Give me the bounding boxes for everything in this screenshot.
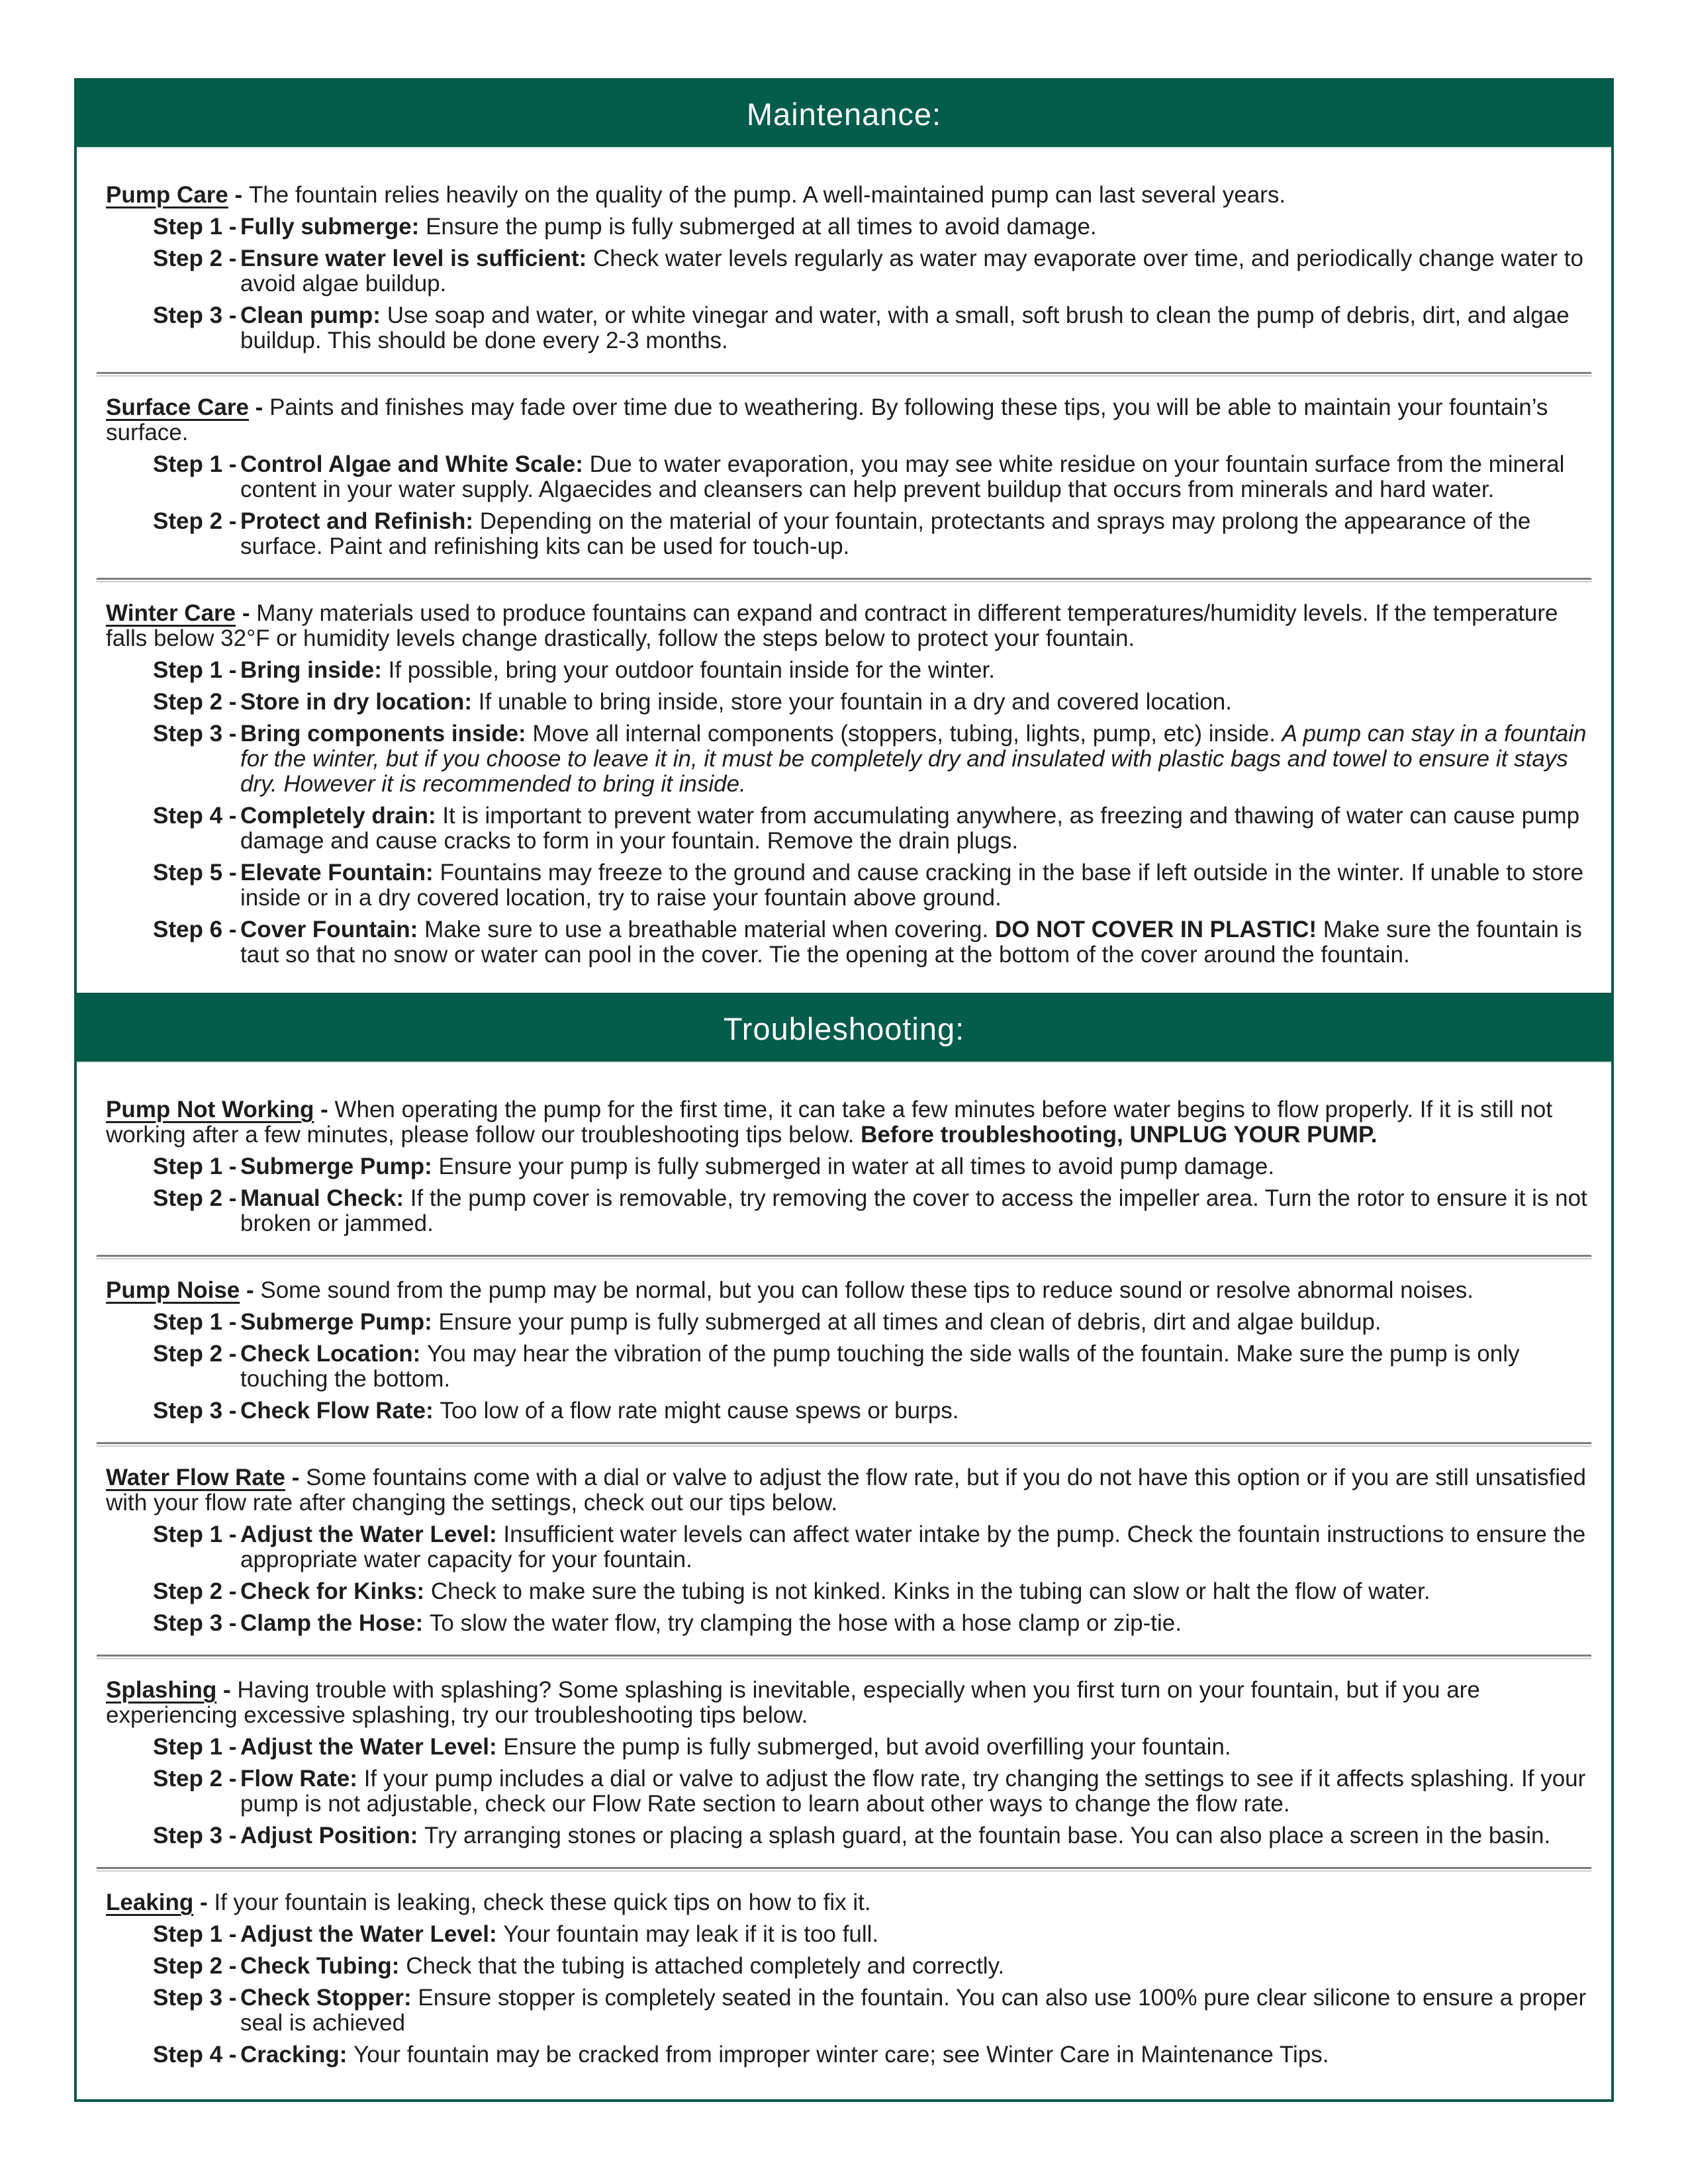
text-run: If unable to bring inside, store your fountain in a dry and covered location. [478, 689, 1232, 715]
section-intro [97, 1278, 1591, 1303]
step-number: Step 2 - [153, 1578, 237, 1604]
step-row [97, 1922, 1591, 1947]
section-pump-care [97, 183, 1591, 353]
step-row [97, 860, 1591, 911]
section-intro [97, 1465, 1591, 1516]
step-number: Step 2 - [153, 689, 237, 715]
step-label: Completely drain: [240, 803, 443, 829]
troubleshooting-title: Troubleshooting: [723, 1011, 965, 1046]
step-row [97, 452, 1591, 502]
section-heading: Surface Care [106, 394, 249, 420]
text-run: The fountain relies heavily on the quality of the pump. A well-maintained pump can last several years. [248, 182, 1286, 208]
step-label: Adjust the Water Level: [240, 1734, 504, 1760]
text-run: Your fountain may be cracked from improper winter care; see Winter Care in Maintenance Tips. [353, 2042, 1329, 2068]
step-text [240, 1342, 1591, 1392]
step-number: Step 3 - [153, 1610, 237, 1636]
step-row [97, 509, 1591, 559]
section-intro [97, 1678, 1591, 1728]
step-text [240, 1766, 1591, 1817]
section-winter-care [97, 601, 1591, 968]
section-heading: Pump Not Working [106, 1097, 314, 1122]
step-text [240, 1186, 1591, 1236]
step-row [97, 1154, 1591, 1179]
text-run: A pump can stay in a fountain for the winter, but if you choose to leave it in, it must be completely dry and insulated with plastic bags and towel to ensure it stays dry. However it is recommended to bring it inside. [240, 721, 1587, 797]
step-row [97, 2042, 1591, 2068]
step-label: Cover Fountain: [240, 917, 425, 942]
step-row [97, 1342, 1591, 1392]
step-label: Control Algae and White Scale: [240, 451, 590, 477]
text-run: Many materials used to produce fountains can expand and contract in different temperatures/humidity levels. If the temperature falls below 32°F or humidity levels change drastically, follow the steps below to protect your fountain. [106, 600, 1558, 651]
text-run: Ensure the pump is fully submerged, but avoid overfilling your fountain. [503, 1734, 1231, 1760]
step-number: Step 3 - [153, 1398, 237, 1424]
step-number: Step 1 - [153, 451, 237, 477]
section-intro [97, 183, 1591, 208]
text-run: Check water levels regularly as water may evaporate over time, and periodically change water to avoid algae buildup. [240, 246, 1583, 296]
heading-dash: - [248, 394, 270, 420]
section-leaking [97, 1890, 1591, 2068]
step-row [97, 803, 1591, 854]
heading-dash: - [314, 1097, 335, 1122]
section-splashing [97, 1678, 1591, 1848]
step-text [240, 1611, 1591, 1636]
section-water-flow-rate [97, 1465, 1591, 1636]
text-run: You may hear the vibration of the pump touching the side walls of the fountain. Make sure the pump is only touching the bottom. [240, 1341, 1520, 1392]
step-row [97, 1735, 1591, 1760]
step-row [97, 1985, 1591, 2036]
step-text [240, 1398, 1591, 1424]
text-run: If your pump includes a dial or valve to adjust the flow rate, try changing the settings to see if it affects splashing. If your pump is not adjustable, check our Flow Rate section to learn about other ways to change the flow rate. [240, 1766, 1586, 1817]
section-separator [97, 1655, 1591, 1659]
heading-dash: - [236, 600, 257, 626]
text-run: DO NOT COVER IN PLASTIC! [994, 917, 1317, 942]
step-row [97, 1823, 1591, 1848]
step-label: Clamp the Hose: [240, 1610, 430, 1636]
text-run: Too low of a flow rate might cause spews or burps. [440, 1398, 959, 1424]
text-run: Ensure stopper is completely seated in the fountain. You can also use 100% pure clear silicone to ensure a proper seal is achieved [240, 1985, 1587, 2036]
step-text [240, 690, 1591, 715]
step-row [97, 1579, 1591, 1604]
heading-dash: - [193, 1889, 214, 1915]
step-number: Step 3 - [153, 721, 237, 747]
troubleshooting-panel [74, 993, 1614, 2102]
step-label: Submerge Pump: [240, 1309, 439, 1335]
step-label: Adjust Position: [240, 1823, 425, 1848]
text-run: Some fountains come with a dial or valve to adjust the flow rate, but if you do not have this option or if you are still unsatisfied with your flow rate after changing the settings, check out our tips below. [106, 1465, 1586, 1516]
step-text [240, 1154, 1591, 1179]
section-intro [97, 395, 1591, 445]
step-label: Check for Kinks: [240, 1578, 431, 1604]
section-separator [97, 1442, 1591, 1447]
text-run: To slow the water flow, try clamping the hose with a hose clamp or zip-tie. [429, 1610, 1182, 1636]
text-run: Check that the tubing is attached completely and correctly. [406, 1953, 1005, 1979]
step-text [240, 246, 1591, 296]
step-text [240, 2042, 1591, 2068]
step-text [240, 303, 1591, 353]
step-number: Step 3 - [153, 302, 237, 328]
step-label: Adjust the Water Level: [240, 1522, 504, 1547]
section-heading: Pump Care [106, 182, 228, 208]
step-number: Step 2 - [153, 1953, 237, 1979]
step-text [240, 1954, 1591, 1979]
section-separator [97, 1255, 1591, 1259]
step-number: Step 4 - [153, 803, 237, 829]
text-run: Depending on the material of your fountain, protectants and sprays may prolong the appearance of the surface. Paint and refinishing kits can be used for touch-up. [240, 508, 1531, 559]
step-number: Step 3 - [153, 1823, 237, 1848]
section-intro [97, 1890, 1591, 1915]
step-row [97, 303, 1591, 353]
text-run: When operating the pump for the first time, it can take a few minutes before water begins to flow properly. If it is still not working after a few minutes, please follow our troubleshooting tips below. [106, 1097, 1553, 1148]
heading-dash: - [216, 1677, 238, 1703]
maintenance-header-bar [77, 81, 1611, 148]
step-text [240, 917, 1591, 968]
step-label: Cracking: [240, 2042, 354, 2068]
text-run: Ensure your pump is fully submerged at all times and clean of debris, dirt and algae buildup. [438, 1309, 1382, 1335]
step-number: Step 4 - [153, 2042, 237, 2068]
maintenance-panel [74, 78, 1614, 1002]
text-run: Having trouble with splashing? Some splashing is inevitable, especially when you first turn on your fountain, but if you are experiencing excessive splashing, try our troubleshooting tips below. [106, 1677, 1480, 1728]
step-text [240, 1985, 1591, 2036]
heading-dash: - [240, 1277, 261, 1303]
step-label: Bring components inside: [240, 721, 533, 747]
step-row [97, 658, 1591, 683]
section-separator [97, 372, 1591, 377]
text-run: Before troubleshooting, UNPLUG YOUR PUMP. [861, 1122, 1378, 1148]
step-number: Step 2 - [153, 1185, 237, 1211]
step-label: Store in dry location: [240, 689, 479, 715]
step-text [240, 1579, 1591, 1604]
step-label: Check Stopper: [240, 1985, 418, 2011]
text-run: Insufficient water levels can affect water intake by the pump. Check the fountain instructions to ensure the appropriate water capacity for your fountain. [240, 1522, 1586, 1572]
troubleshooting-body [77, 1063, 1611, 2099]
step-text [240, 509, 1591, 559]
text-run: If possible, bring your outdoor fountain inside for the winter. [388, 657, 995, 683]
step-text [240, 1735, 1591, 1760]
text-run: Fountains may freeze to the ground and cause cracking in the base if left outside in the winter. If unable to store inside or in a dry covered location, try to raise your fountain above ground. [240, 860, 1584, 911]
step-number: Step 2 - [153, 246, 237, 271]
step-text [240, 214, 1591, 240]
step-text [240, 1522, 1591, 1572]
step-row [97, 1766, 1591, 1817]
step-row [97, 214, 1591, 240]
heading-dash: - [285, 1465, 306, 1490]
text-run: Ensure the pump is fully submerged at all times to avoid damage. [426, 214, 1097, 240]
section-heading: Pump Noise [106, 1277, 240, 1303]
step-label: Ensure water level is sufficient: [240, 246, 593, 271]
text-run: Use soap and water, or white vinegar and water, with a small, soft brush to clean the pump of debris, dirt, and algae buildup. This should be done every 2-3 months. [240, 302, 1570, 353]
step-row [97, 1522, 1591, 1572]
step-number: Step 1 - [153, 657, 237, 683]
maintenance-title: Maintenance: [746, 96, 942, 132]
text-run: Your fountain may leak if it is too full. [503, 1921, 879, 1947]
step-text [240, 1823, 1591, 1848]
step-label: Fully submerge: [240, 214, 426, 240]
section-heading: Winter Care [106, 600, 236, 626]
section-pump-noise [97, 1278, 1591, 1424]
text-run: It is important to prevent water from accumulating anywhere, as freezing and thawing of water can cause pump damage and cause cracks to form in your fountain. Remove the drain plugs. [240, 803, 1580, 854]
step-number: Step 2 - [153, 508, 237, 534]
step-number: Step 6 - [153, 917, 237, 942]
step-number: Step 3 - [153, 1985, 237, 2011]
section-separator [97, 1867, 1591, 1872]
step-text [240, 1310, 1591, 1335]
step-row [97, 1611, 1591, 1636]
step-label: Protect and Refinish: [240, 508, 480, 534]
step-number: Step 1 - [153, 1522, 237, 1547]
step-number: Step 2 - [153, 1341, 237, 1367]
heading-dash: - [228, 182, 249, 208]
section-intro [97, 1097, 1591, 1148]
text-run: Try arranging stones or placing a splash guard, at the fountain base. You can also place a screen in the basin. [424, 1823, 1551, 1848]
section-surface-care [97, 395, 1591, 559]
text-run: Ensure your pump is fully submerged in water at all times to avoid pump damage. [438, 1154, 1275, 1179]
step-row [97, 1186, 1591, 1236]
section-pump-not-working [97, 1097, 1591, 1236]
step-row [97, 1398, 1591, 1424]
text-run: Move all internal components (stoppers, tubing, lights, pump, etc) inside. [532, 721, 1282, 747]
step-number: Step 5 - [153, 860, 237, 886]
step-label: Elevate Fountain: [240, 860, 440, 886]
step-row [97, 246, 1591, 296]
text-run: If the pump cover is removable, try removing the cover to access the impeller area. Turn the rotor to ensure it is not broken or jammed. [240, 1185, 1587, 1236]
text-run: If your fountain is leaking, check these quick tips on how to fix it. [214, 1889, 871, 1915]
text-run: Due to water evaporation, you may see white residue on your fountain surface from the mineral content in your water supply. Algaecides and cleansers can help prevent buildup that occurs from minerals and hard water. [240, 451, 1565, 502]
step-number: Step 1 - [153, 1154, 237, 1179]
step-row [97, 1310, 1591, 1335]
step-label: Submerge Pump: [240, 1154, 439, 1179]
troubleshooting-header-bar [77, 995, 1611, 1063]
step-number: Step 1 - [153, 1309, 237, 1335]
step-label: Bring inside: [240, 657, 389, 683]
section-intro [97, 601, 1591, 651]
step-text [240, 860, 1591, 911]
section-heading: Splashing [106, 1677, 217, 1703]
section-heading: Leaking [106, 1889, 194, 1915]
step-text [240, 803, 1591, 854]
text-run: Paints and finishes may fade over time due to weathering. By following these tips, you will be able to maintain your fountain’s surface. [106, 394, 1548, 445]
text-run: Check to make sure the tubing is not kinked. Kinks in the tubing can slow or halt the flow of water. [430, 1578, 1430, 1604]
step-text [240, 658, 1591, 683]
step-number: Step 1 - [153, 1734, 237, 1760]
step-label: Clean pump: [240, 302, 387, 328]
step-number: Step 1 - [153, 214, 237, 240]
step-row [97, 721, 1591, 797]
section-separator [97, 578, 1591, 582]
step-label: Check Tubing: [240, 1953, 406, 1979]
step-row [97, 917, 1591, 968]
step-label: Check Location: [240, 1341, 427, 1367]
step-row [97, 1954, 1591, 1979]
text-run: Make sure the fountain is taut so that no snow or water can pool in the cover. Tie the opening at the bottom of the cover around the fountain. [240, 917, 1582, 968]
step-label: Adjust the Water Level: [240, 1921, 504, 1947]
step-number: Step 2 - [153, 1766, 237, 1792]
step-number: Step 1 - [153, 1921, 237, 1947]
section-heading: Water Flow Rate [106, 1465, 285, 1490]
maintenance-body [77, 148, 1611, 999]
step-label: Manual Check: [240, 1185, 410, 1211]
text-run: Some sound from the pump may be normal, but you can follow these tips to reduce sound or resolve abnormal noises. [260, 1277, 1474, 1303]
step-row [97, 690, 1591, 715]
step-text [240, 452, 1591, 502]
step-text [240, 1922, 1591, 1947]
step-label: Check Flow Rate: [240, 1398, 440, 1424]
step-label: Flow Rate: [240, 1766, 364, 1792]
text-run: Make sure to use a breathable material when covering. [424, 917, 995, 942]
step-text [240, 721, 1591, 797]
